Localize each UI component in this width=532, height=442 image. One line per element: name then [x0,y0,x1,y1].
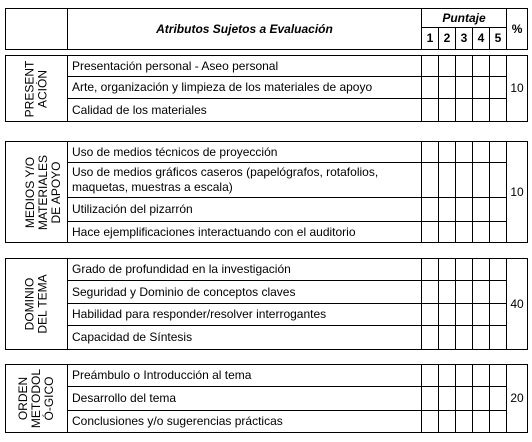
score-cell[interactable] [490,365,507,387]
score-cell[interactable] [422,326,439,350]
attribute-item: Desarrollo del tema [68,387,422,411]
score-cell[interactable] [490,99,507,122]
score-cell[interactable] [473,56,490,77]
section-percent: 20 [507,365,528,433]
score-cell[interactable] [422,259,439,281]
category-label: PRESENT ACIÓN [22,60,50,117]
score-cell[interactable] [456,281,473,304]
attribute-item: Uso de medios gráficos caseros (papelógrafos, rotafolios, maquetas, muestras a escala) [68,163,422,198]
score-cell[interactable] [439,99,456,122]
score-cell[interactable] [490,281,507,304]
score-cell[interactable] [490,56,507,77]
score-cell[interactable] [456,77,473,99]
score-cell[interactable] [456,163,473,198]
score-cell[interactable] [439,222,456,243]
score-cell[interactable] [473,198,490,222]
header-score-5: 5 [490,28,507,50]
section-medios [5,141,528,243]
score-cell[interactable] [456,411,473,433]
attribute-item: Arte, organización y limpieza de los materiales de apoyo [68,77,422,99]
score-cell[interactable] [456,222,473,243]
score-cell[interactable] [456,304,473,326]
score-cell[interactable] [490,326,507,350]
header-score-1: 1 [422,28,439,50]
score-cell[interactable] [490,259,507,281]
attribute-item: Presentación personal - Aseo personal [68,56,422,77]
section-percent: 10 [507,142,528,243]
score-cell[interactable] [439,77,456,99]
score-cell[interactable] [456,259,473,281]
score-cell[interactable] [473,411,490,433]
score-cell[interactable] [473,281,490,304]
attribute-item: Utilización del pizarrón [68,198,422,222]
score-cell[interactable] [456,142,473,163]
header-score-2: 2 [439,28,456,50]
category-cell [6,142,68,243]
category-label: ORDEN METODOL Ó-GICO [16,368,56,429]
section-presentacion [5,55,528,122]
score-cell[interactable] [456,198,473,222]
section-percent: 10 [507,56,528,122]
header-score-3: 3 [456,28,473,50]
score-cell[interactable] [490,142,507,163]
header-score-4: 4 [473,28,490,50]
category-cell [6,259,68,350]
score-cell[interactable] [473,142,490,163]
score-cell[interactable] [422,304,439,326]
score-cell[interactable] [422,387,439,411]
score-cell[interactable] [439,56,456,77]
score-cell[interactable] [439,411,456,433]
score-cell[interactable] [456,365,473,387]
score-cell[interactable] [490,77,507,99]
score-cell[interactable] [473,222,490,243]
score-cell[interactable] [422,198,439,222]
score-cell[interactable] [473,304,490,326]
score-cell[interactable] [422,163,439,198]
score-cell[interactable] [473,326,490,350]
attribute-item: Seguridad y Dominio de conceptos claves [68,281,422,304]
score-cell[interactable] [439,326,456,350]
score-cell[interactable] [473,77,490,99]
section-dominio [5,258,528,350]
score-cell[interactable] [422,365,439,387]
score-cell[interactable] [422,281,439,304]
score-cell[interactable] [456,56,473,77]
attribute-item: Preámbulo o Introducción al tema [68,365,422,387]
section-percent: 40 [507,259,528,350]
score-cell[interactable] [456,326,473,350]
score-cell[interactable] [473,259,490,281]
score-cell[interactable] [439,259,456,281]
category-label: DOMINIO DEL TEMA [22,274,50,334]
score-cell[interactable] [422,56,439,77]
score-cell[interactable] [422,142,439,163]
score-cell[interactable] [439,387,456,411]
score-cell[interactable] [456,99,473,122]
score-cell[interactable] [422,222,439,243]
attribute-item: Hace ejemplificaciones interactuando con el auditorio [68,222,422,243]
attribute-item: Capacidad de Síntesis [68,326,422,350]
score-cell[interactable] [490,222,507,243]
score-cell[interactable] [439,365,456,387]
section-orden [5,364,528,433]
header-blank [6,9,68,50]
attribute-item: Habilidad para responder/resolver interrogantes [68,304,422,326]
header-percent: % [507,9,528,50]
header-title: Atributos Sujetos a Evaluación [68,9,422,50]
score-cell[interactable] [490,411,507,433]
header-table [5,8,528,50]
score-cell[interactable] [490,387,507,411]
attribute-item: Calidad de los materiales [68,99,422,122]
score-cell[interactable] [490,304,507,326]
score-cell[interactable] [439,142,456,163]
score-cell[interactable] [473,163,490,198]
score-cell[interactable] [473,387,490,411]
header-puntaje: Puntaje [422,9,507,28]
score-cell[interactable] [439,304,456,326]
category-label: MEDIOS Y/O MATERIALES DE APOYO [23,154,64,230]
score-cell[interactable] [473,365,490,387]
score-cell[interactable] [490,163,507,198]
score-cell[interactable] [422,411,439,433]
attribute-item: Grado de profundidad en la investigación [68,259,422,281]
score-cell[interactable] [490,198,507,222]
score-cell[interactable] [456,387,473,411]
score-cell[interactable] [439,198,456,222]
score-cell[interactable] [422,77,439,99]
category-cell [6,56,68,122]
category-cell [6,365,68,433]
score-cell[interactable] [473,99,490,122]
score-cell[interactable] [422,99,439,122]
score-cell[interactable] [439,163,456,198]
attribute-item: Conclusiones y/o sugerencias prácticas [68,411,422,433]
attribute-item: Uso de medios técnicos de proyección [68,142,422,163]
score-cell[interactable] [439,281,456,304]
